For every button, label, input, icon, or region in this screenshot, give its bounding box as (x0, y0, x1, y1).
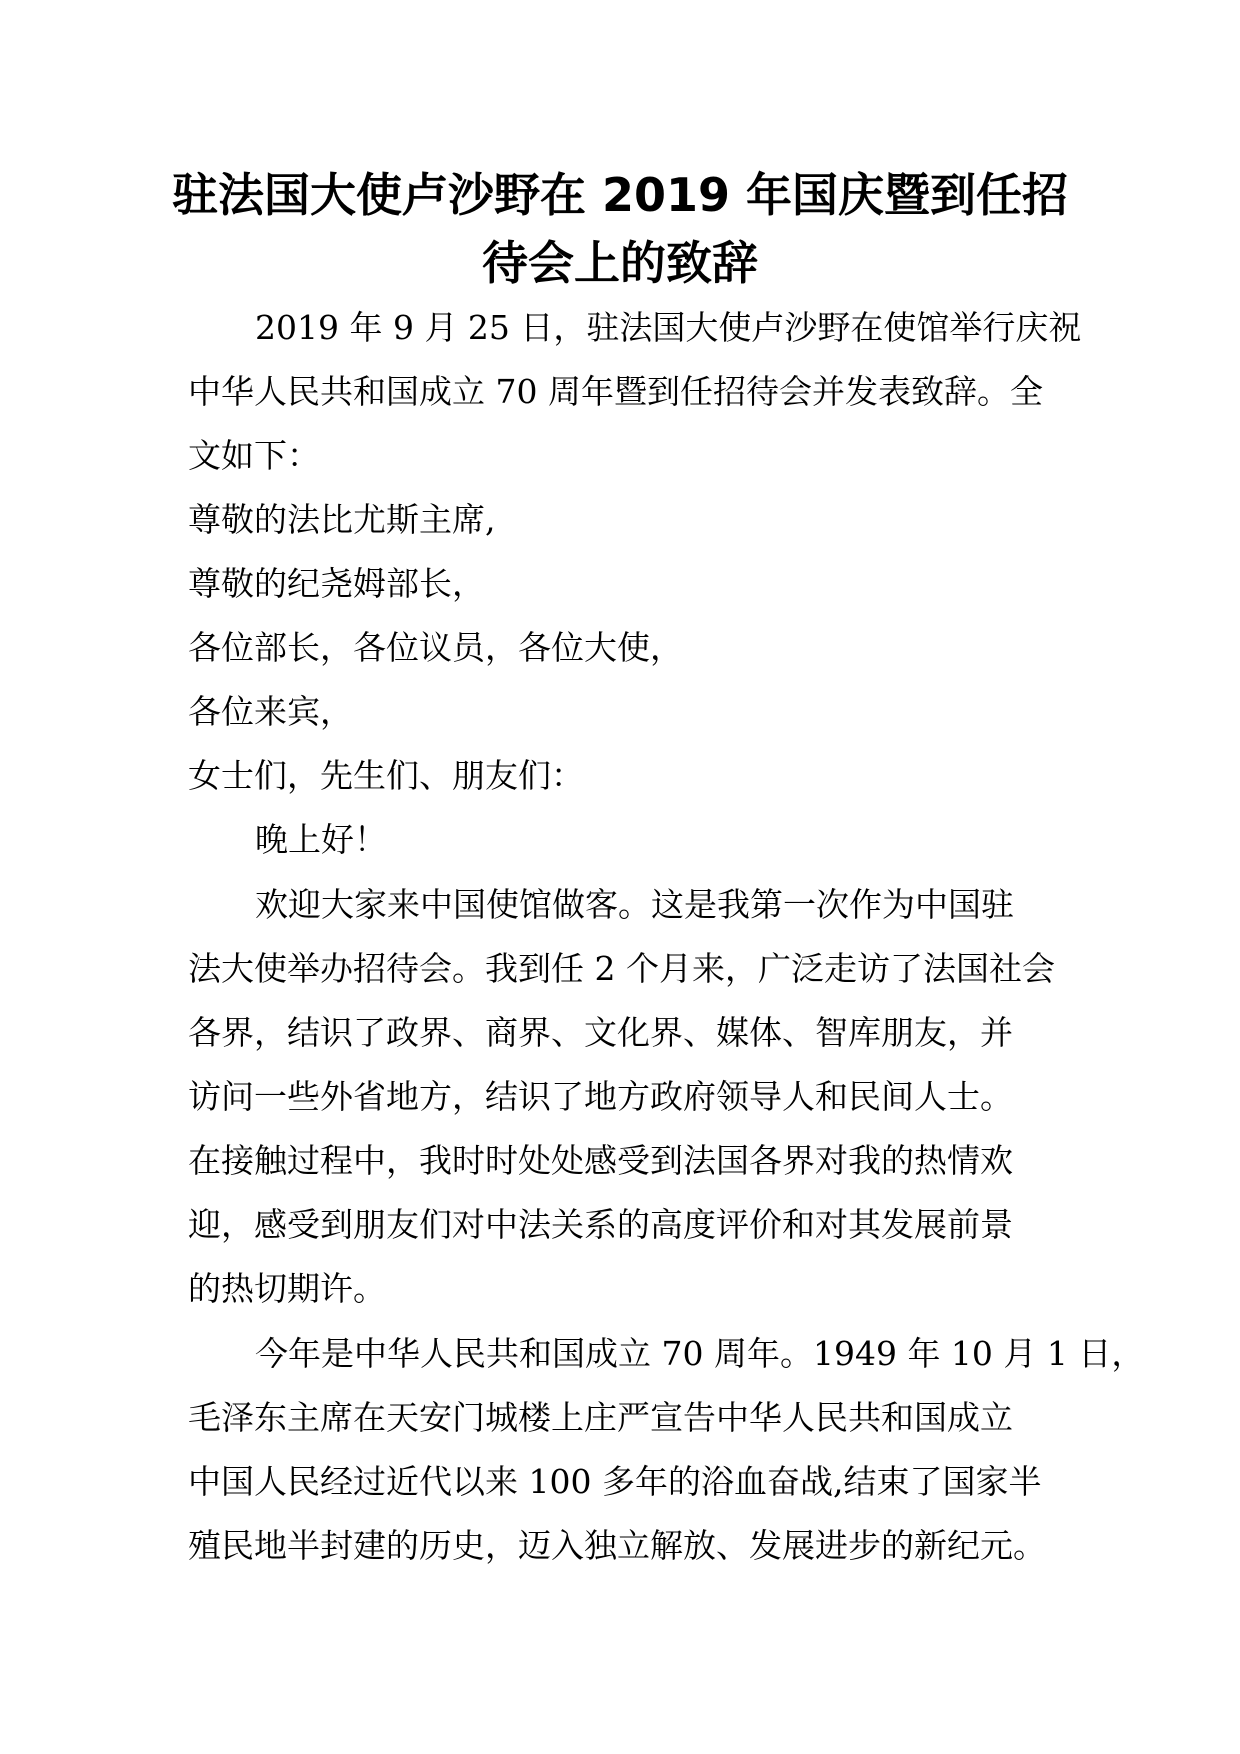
paragraph-line: 中国人民经过近代以来 100 多年的浴血奋战,结束了国家半 (188, 1462, 1042, 1501)
paragraph-line: 中华人民共和国成立 70 周年暨到任招待会并发表致辞。全 (188, 372, 1043, 411)
salutation-line: 各位部长，各位议员，各位大使， (188, 628, 683, 667)
paragraph-line: 毛泽东主席在天安门城楼上庄严宣告中华人民共和国成立 (188, 1398, 1013, 1437)
paragraph-line: 在接触过程中，我时时处处感受到法国各界对我的热情欢 (188, 1141, 1013, 1180)
paragraph-line: 文如下： (188, 436, 320, 475)
salutation-line: 各位来宾， (188, 692, 353, 731)
greeting-line: 晚上好！ (255, 820, 387, 859)
paragraph-line: 法大使举办招待会。我到任 2 个月来，广泛走访了法国社会 (188, 949, 1055, 988)
paragraph-line: 2019 年 9 月 25 日，驻法国大使卢沙野在使馆举行庆祝 (255, 308, 1082, 347)
paragraph-line: 殖民地半封建的历史，迈入独立解放、发展进步的新纪元。 (188, 1526, 1046, 1565)
paragraph-line: 访问一些外省地方，结识了地方政府领导人和民间人士。 (188, 1077, 1013, 1116)
salutation-line: 女士们，先生们、朋友们： (188, 756, 584, 795)
salutation-line: 尊敬的法比尤斯主席, (188, 500, 496, 539)
paragraph-line: 今年是中华人民共和国成立 70 周年。1949 年 10 月 1 日， (255, 1334, 1145, 1373)
paragraph-line: 各界，结识了政界、商界、文化界、媒体、智库朋友，并 (188, 1013, 1013, 1052)
document-title-line-2: 待会上的致辞 (482, 236, 758, 290)
paragraph-line: 欢迎大家来中国使馆做客。这是我第一次作为中国驻 (255, 885, 1014, 924)
document-title-line-1: 驻法国大使卢沙野在 2019 年国庆暨到任招 (171, 168, 1069, 222)
salutation-line: 尊敬的纪尧姆部长， (188, 564, 485, 603)
paragraph-line: 的热切期许。 (188, 1269, 386, 1308)
paragraph-line: 迎，感受到朋友们对中法关系的高度评价和对其发展前景 (188, 1205, 1013, 1244)
